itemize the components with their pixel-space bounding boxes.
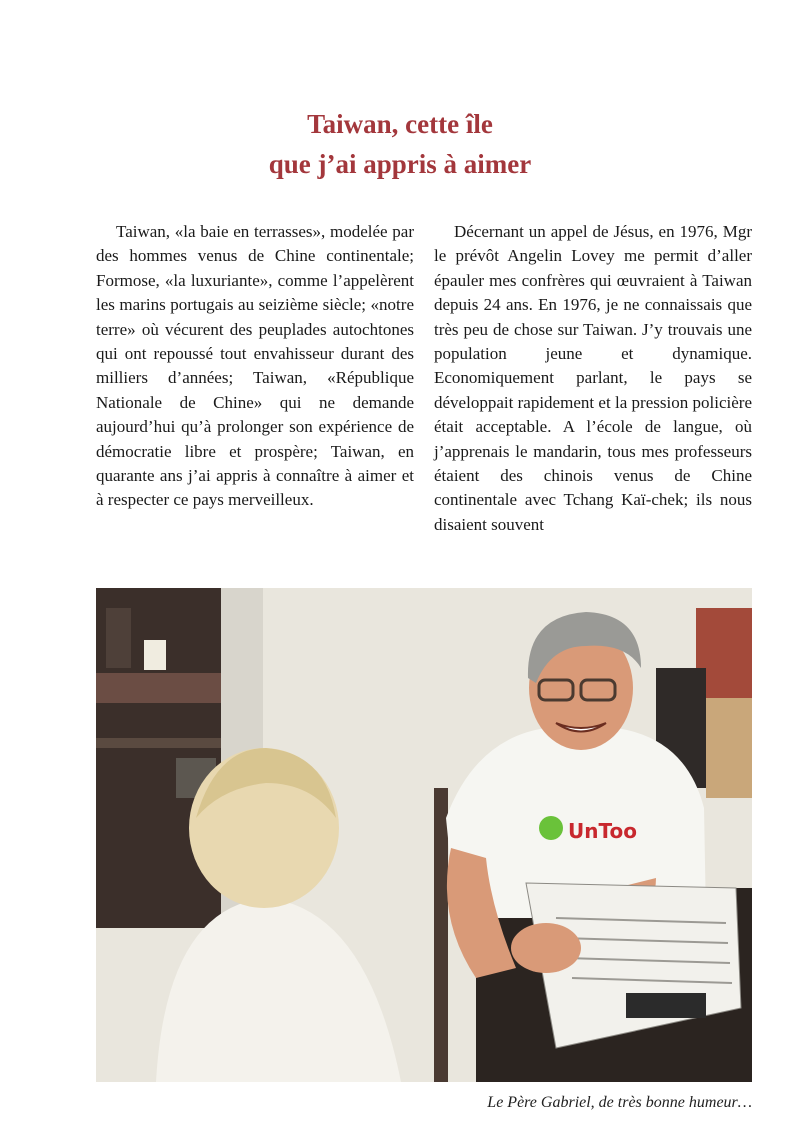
text-column-left bbox=[96, 220, 414, 513]
photo-illustration bbox=[96, 588, 752, 1082]
photo-caption: Le Père Gabriel, de très bonne humeur… bbox=[487, 1094, 752, 1111]
shirt-logo-text: UnToo bbox=[568, 819, 637, 843]
article-title bbox=[0, 104, 800, 184]
paragraph-left: Taiwan, «la baie en terrasses», modelée par des hommes venus de Chine continentale; Formose, «la luxuriante», comme l’appelèrent les marins portugais au seizième siècle; «notre terre» où vécurent des peuplades autochtones qui ont repoussé tout envahisseur durant des milliers d’années; Taiwan, «République Nationale de Chine» qui ne demande aujourd’hui qu’à prolonger son expérience de démocratie libre et prospère; Taiwan, en quarante ans j’ai appris à connaître à aimer et à respecter ce pays merveilleux. bbox=[96, 222, 414, 510]
paragraph-right: Décernant un appel de Jésus, en 1976, Mgr le prévôt Angelin Lovey me permit d’aller épauler mes confrères qui œuvraient à Taiwan depuis 24 ans. En 1976, je ne connaissais que très peu de chose sur Taiwan. J’y trouvais une population jeune et dynamique. Economiquement parlant, le pays se développait rapidement et la pression policière était acceptable. A l’école de langue, où j’apprenais le mandarin, tous mes professeurs étaient des chinois venus de Chine continentale avec Tchang Kaï-chek; ils nous disaient souvent bbox=[434, 222, 752, 534]
photo-father-gabriel bbox=[96, 588, 752, 1082]
article-title-line-2: que j’ai appris à aimer bbox=[268, 149, 532, 179]
article-title-line-1: Taiwan, cette île bbox=[307, 109, 493, 139]
text-column-right bbox=[434, 220, 752, 537]
